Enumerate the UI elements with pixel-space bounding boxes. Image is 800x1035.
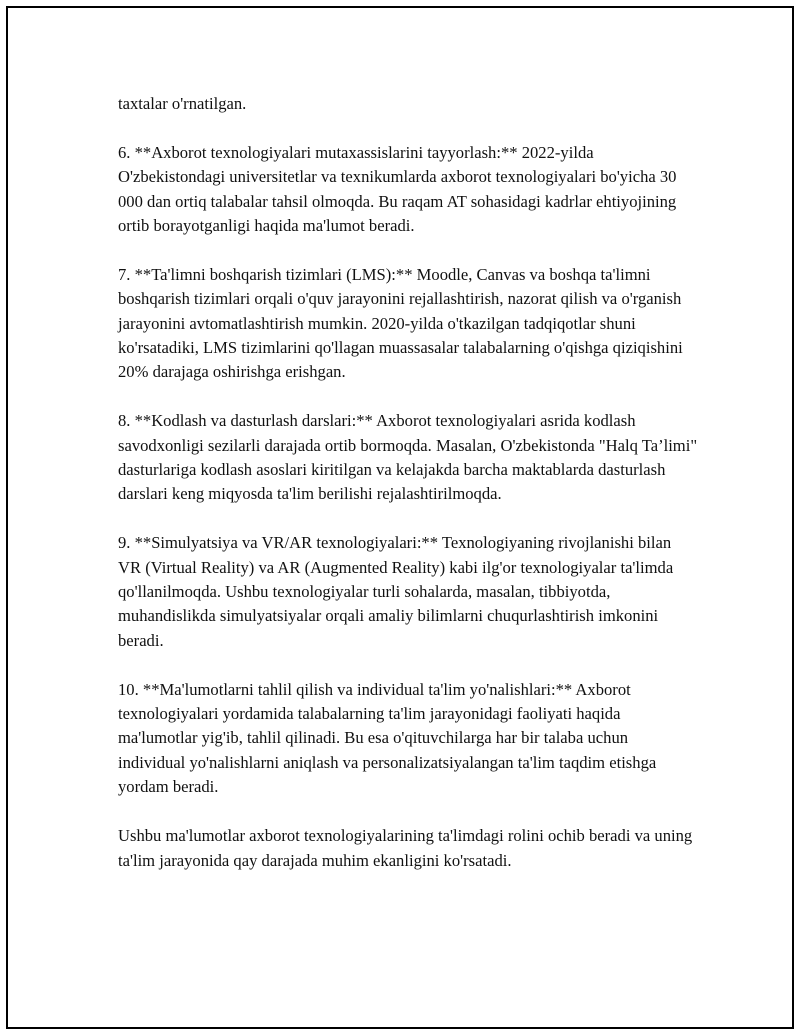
paragraph-item-7: 7. **Ta'limni boshqarish tizimlari (LMS):** Moodle, Canvas va boshqa ta'limni boshqarish tizimlari orqali o'quv jarayonini rejallashtirish, nazorat qilish va o'rganish jarayonini avtomatlashtirish mumkin. 2020-yilda o'tkazilgan tadqiqotlar shuni ko'rsatadiki, LMS tizimlarini qo'llagan muassasalar talabalarning o'qishga qiziqishini 20% darajaga oshirishga erishgan. bbox=[118, 264, 683, 382]
paragraph-continuation: taxtalar o'rnatilgan. bbox=[118, 94, 247, 113]
paragraph-item-9: 9. **Simulyatsiya va VR/AR texnologiyalari:** Texnologiyaning rivojlanishi bilan VR (Virtual Reality) va AR (Augmented Reality) kabi ilg'or texnologiyalar ta'limda qo'llanilmoqda. Ushbu texnologiyalar turli sohalarda, masalan, tibbiyotda, muhandislikda simulyatsiyalar orqali amaliy bilimlarni chuqurlashtirish imkonini beradi. bbox=[118, 533, 674, 650]
paragraph-conclusion: Ushbu ma'lumotlar axborot texnologiyalarining ta'limdagi rolini ochib beradi va uning ta'lim jarayonida qay darajada muhim ekanligini ko'rsatadi. bbox=[118, 826, 693, 870]
document-body bbox=[118, 92, 698, 897]
paragraph-item-8: 8. **Kodlash va dasturlash darslari:** Axborot texnologiyalari asrida kodlash savodxonligi sezilarli darajada ortib bormoqda. Masalan, O'zbekistonda "Halq Ta’limi" dasturlariga kodlash asoslari kiritilgan va kelajakda barcha maktablarda dasturlash darslari keng miqyosda ta'lim berilishi rejalashtirilmoqda. bbox=[118, 411, 698, 504]
paragraph-item-6: 6. **Axborot texnologiyalari mutaxassislarini tayyorlash:** 2022-yilda O'zbekistondagi universitetlar va texnikumlarda axborot texnologiyalari bo'yicha 30 000 dan ortiq talabalar tahsil olmoqda. Bu raqam AT sohasidagi kadrlar ehtiyojining ortib borayotganligi haqida ma'lumot beradi. bbox=[118, 142, 677, 236]
paragraph-item-10: 10. **Ma'lumotlarni tahlil qilish va individual ta'lim yo'nalishlari:** Axborot texnologiyalari yordamida talabalarning ta'lim jarayonidagi faoliyati haqida ma'lumotlar yig'ib, tahlil qilinadi. Bu esa o'qituvchilarga har bir talaba uchun individual yo'nalishlarni aniqlash va personalizatsiyalangan ta'lim taqdim etishga yordam beradi. bbox=[118, 679, 657, 797]
document-page bbox=[6, 6, 794, 1029]
